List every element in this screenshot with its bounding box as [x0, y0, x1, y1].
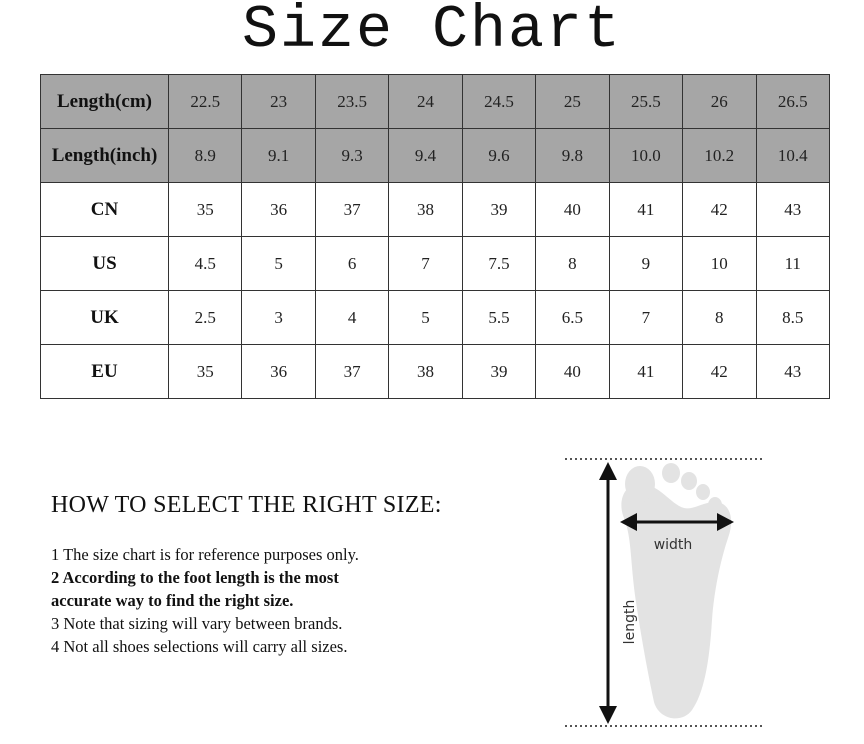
row-header-length-cm: Length(cm)	[41, 75, 169, 129]
note-3: 3 Note that sizing will vary between brands.	[51, 614, 343, 633]
table-cell: 9.8	[536, 129, 609, 183]
foot-silhouette-icon	[621, 463, 731, 718]
table-cell: 9.3	[315, 129, 388, 183]
table-cell: 39	[462, 345, 535, 399]
table-cell: 9	[609, 237, 682, 291]
table-cell: 6	[315, 237, 388, 291]
table-cell: 3	[242, 291, 315, 345]
table-cell: 5.5	[462, 291, 535, 345]
table-cell: 24	[389, 75, 462, 129]
table-cell: 25	[536, 75, 609, 129]
note-4: 4 Not all shoes selections will carry all sizes.	[51, 637, 348, 656]
row-header-length-inch: Length(inch)	[41, 129, 169, 183]
table-cell: 23	[242, 75, 315, 129]
table-cell: 38	[389, 183, 462, 237]
table-cell: 9.6	[462, 129, 535, 183]
guide-notes	[51, 543, 511, 658]
table-cell: 2.5	[169, 291, 242, 345]
table-cell: 22.5	[169, 75, 242, 129]
length-label: length	[622, 599, 638, 645]
table-cell: 26.5	[756, 75, 830, 129]
table-cell: 37	[315, 345, 388, 399]
table-row	[41, 291, 830, 345]
row-header-us: US	[41, 237, 169, 291]
table-cell: 8.9	[169, 129, 242, 183]
size-chart-table	[40, 74, 830, 399]
note-2-line-2: accurate way to find the right size.	[51, 591, 294, 610]
table-cell: 9.4	[389, 129, 462, 183]
table-cell: 39	[462, 183, 535, 237]
table-cell: 23.5	[315, 75, 388, 129]
table-cell: 8	[683, 291, 756, 345]
table-cell: 40	[536, 345, 609, 399]
guide-heading: HOW TO SELECT THE RIGHT SIZE:	[51, 492, 442, 518]
note-2-line-1: 2 According to the foot length is the most	[51, 568, 339, 587]
table-cell: 7	[389, 237, 462, 291]
table-row	[41, 75, 830, 129]
table-row	[41, 129, 830, 183]
length-arrow-icon	[599, 462, 617, 724]
table-cell: 43	[756, 183, 830, 237]
table-cell: 5	[389, 291, 462, 345]
table-cell: 8.5	[756, 291, 830, 345]
page-title: Size Chart	[241, 0, 623, 65]
table-cell: 4	[315, 291, 388, 345]
table-cell: 24.5	[462, 75, 535, 129]
table-cell: 9.1	[242, 129, 315, 183]
table-cell: 40	[536, 183, 609, 237]
table-cell: 41	[609, 183, 682, 237]
table-cell: 10	[683, 237, 756, 291]
table-cell: 25.5	[609, 75, 682, 129]
table-cell: 35	[169, 183, 242, 237]
table-cell: 35	[169, 345, 242, 399]
row-header-uk: UK	[41, 291, 169, 345]
table-row	[41, 183, 830, 237]
table-cell: 26	[683, 75, 756, 129]
table-cell: 5	[242, 237, 315, 291]
note-1: 1 The size chart is for reference purposes only.	[51, 545, 359, 564]
table-cell: 11	[756, 237, 830, 291]
table-cell: 10.4	[756, 129, 830, 183]
row-header-eu: EU	[41, 345, 169, 399]
table-cell: 36	[242, 345, 315, 399]
foot-diagram-graphic	[560, 452, 770, 732]
table-cell: 10.2	[683, 129, 756, 183]
table-cell: 43	[756, 345, 830, 399]
table-cell: 6.5	[536, 291, 609, 345]
table-cell: 10.0	[609, 129, 682, 183]
table-cell: 4.5	[169, 237, 242, 291]
foot-measure-diagram	[560, 452, 770, 732]
table-cell: 37	[315, 183, 388, 237]
table-cell: 38	[389, 345, 462, 399]
row-header-cn: CN	[41, 183, 169, 237]
table-row	[41, 237, 830, 291]
table-cell: 41	[609, 345, 682, 399]
table-row	[41, 345, 830, 399]
width-label: width	[653, 537, 693, 553]
table-cell: 36	[242, 183, 315, 237]
table-cell: 7	[609, 291, 682, 345]
table-cell: 42	[683, 345, 756, 399]
table-cell: 42	[683, 183, 756, 237]
table-cell: 8	[536, 237, 609, 291]
table-cell: 7.5	[462, 237, 535, 291]
